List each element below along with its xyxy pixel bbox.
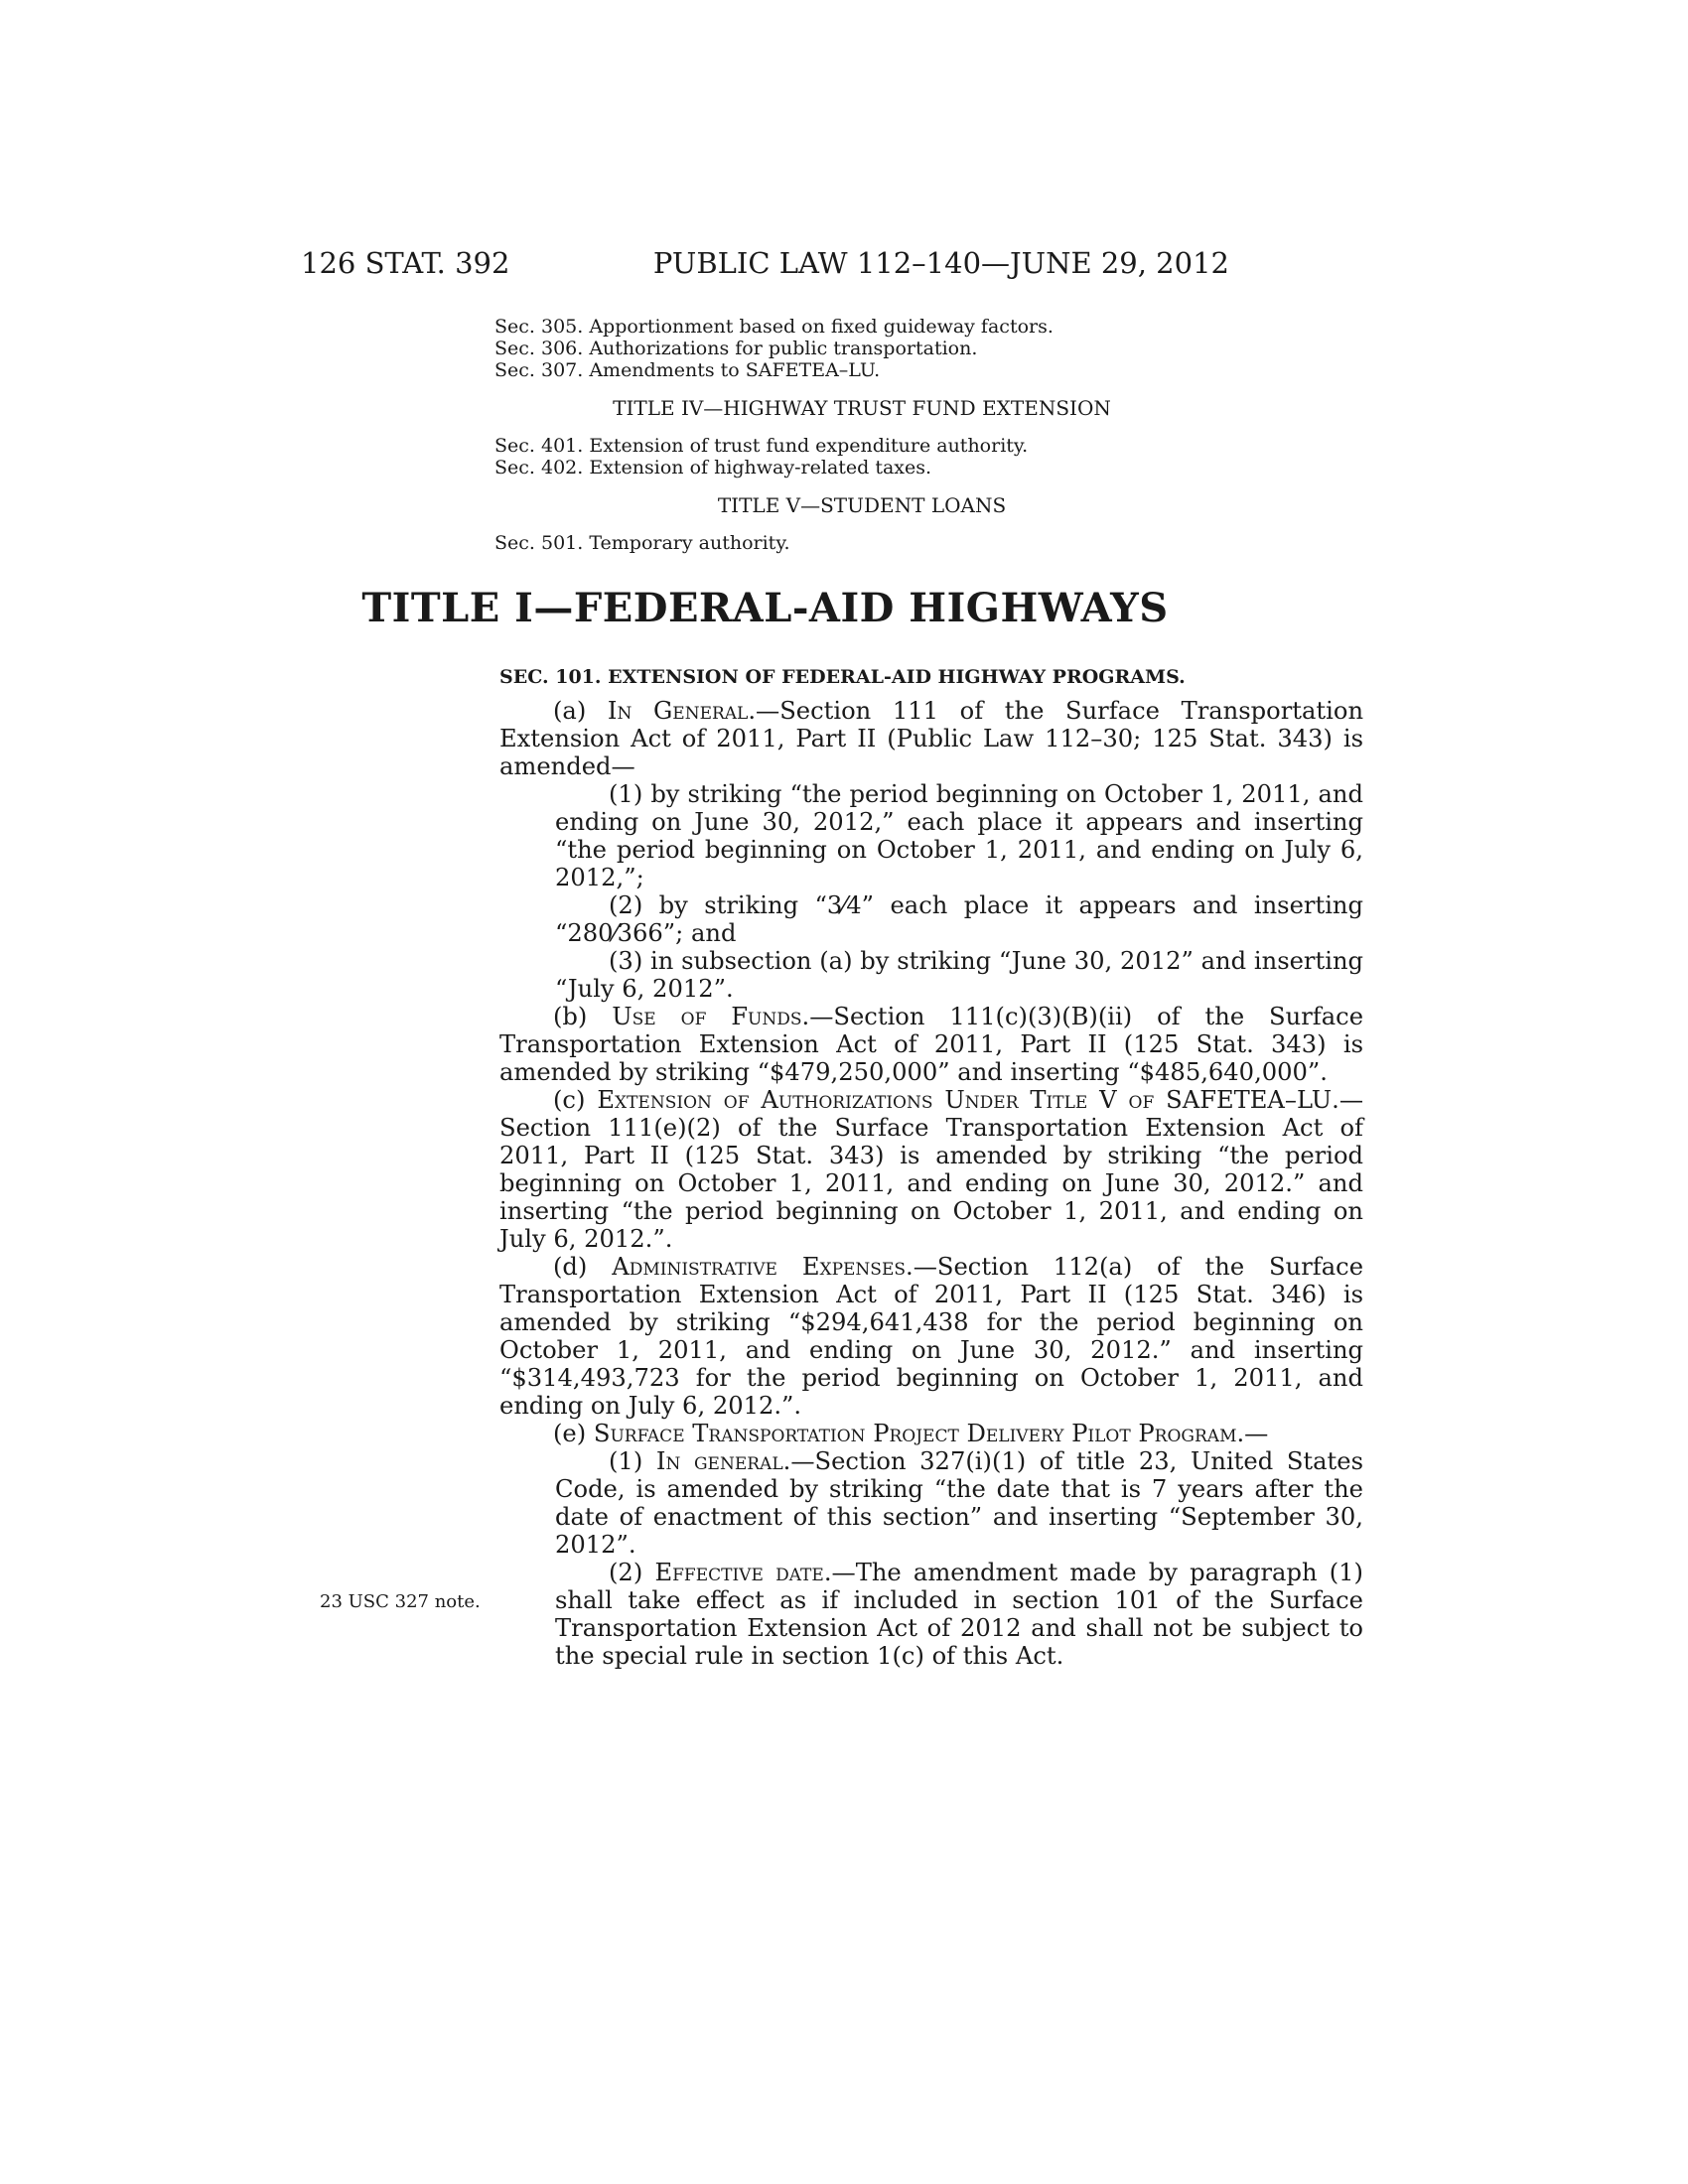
toc-block-title4: [494, 435, 1229, 478]
page-header: [301, 245, 1229, 285]
toc-block-title5: [494, 532, 1229, 554]
subsection-d-heading: Administrative Expenses: [612, 1253, 907, 1281]
toc-entry-sec305: Sec. 305. Apportionment based on fixed guideway factors.: [494, 316, 1054, 338]
toc-entry-sec306: Sec. 306. Authorizations for public transportation.: [494, 338, 978, 359]
paragraph-e1-heading: In general: [655, 1447, 783, 1475]
statute-reference: 126 STAT. 392: [301, 246, 510, 280]
toc-title-iv: TITLE IV—HIGHWAY TRUST FUND EXTENSION: [613, 396, 1111, 420]
subsection-e: (e) Surface Transportation Project Delivery Pilot Program.—: [553, 1420, 1269, 1447]
toc-title-v: TITLE V—STUDENT LOANS: [717, 493, 1007, 517]
paragraph-a2: (2) by striking “3⁄4” each place it appears and inserting “280⁄366”; and: [555, 891, 1363, 947]
toc-entry-sec402: Sec. 402. Extension of highway-related taxes.: [494, 457, 932, 478]
toc-entry-sec401: Sec. 401. Extension of trust fund expenditure authority.: [494, 435, 1029, 457]
paragraph-e1: (1) In general.—Section 327(i)(1) of title 23, United States Code, is amended by striking “the date that is 7 years after the date of enactment of this section” and inserting “September 30, 2012”.: [555, 1447, 1363, 1559]
subsection-c-heading: Extension of Authorizations Under Title V of SAFETEA–LU: [597, 1086, 1333, 1114]
paragraph-e2-heading: Effective date: [654, 1559, 824, 1586]
toc-entry-sec501: Sec. 501. Temporary authority.: [494, 532, 790, 554]
paragraph-a1: (1) by striking “the period beginning on October 1, 2011, and ending on June 30, 2012,” each place it appears and inserting “the period beginning on October 1, 2011, and ending on July 6, 2012,”;: [555, 780, 1363, 891]
toc-entry-sec307: Sec. 307. Amendments to SAFETEA–LU.: [494, 359, 881, 381]
paragraph-a3: (3) in subsection (a) by striking “June 30, 2012” and inserting “July 6, 2012”.: [555, 947, 1363, 1003]
subsection-e-heading: Surface Transportation Project Delivery Pilot Program: [593, 1420, 1237, 1447]
subsection-d: (d) Administrative Expenses.—Section 112(a) of the Surface Transportation Extension Act of 2011, Part II (125 Stat. 346) is amended by striking “$294,641,438 for the period beginning on October 1, 2011, and ending on June 30, 2012.” and inserting “$314,493,723 for the period beginning on October 1, 2011, and ending on July 6, 2012.”.: [499, 1253, 1364, 1420]
toc-block-title3: [494, 316, 1229, 381]
paragraph-e2: (2) Effective date.—The amendment made by paragraph (1) shall take effect as if included in section 101 of the Surface Transportation Extension Act of 2012 and shall not be subject to the special rule in section 1(c) of this Act.: [555, 1559, 1363, 1670]
subsection-b: (b) Use of Funds.—Section 111(c)(3)(B)(ii) of the Surface Transportation Extension Act of 2011, Part II (125 Stat. 343) is amended by striking “$479,250,000” and inserting “$485,640,000”.: [499, 1003, 1364, 1086]
margin-note: 23 USC 327 note.: [320, 1591, 481, 1612]
title-heading: TITLE I—FEDERAL-AID HIGHWAYS: [361, 585, 1169, 631]
subsection-a: (a) In General.—Section 111 of the Surface Transportation Extension Act of 2011, Part II (Public Law 112–30; 125 Stat. 343) is amended—: [499, 697, 1364, 780]
subsection-b-heading: Use of Funds: [612, 1003, 802, 1030]
public-law-title: PUBLIC LAW 112–140—JUNE 29, 2012: [652, 246, 1229, 280]
section-body: [499, 697, 1363, 1670]
section-heading: SEC. 101. EXTENSION OF FEDERAL-AID HIGHWAY PROGRAMS.: [499, 666, 1186, 688]
subsection-a-heading: In General: [607, 697, 749, 725]
subsection-c: (c) Extension of Authorizations Under Title V of SAFETEA–LU.—Section 111(e)(2) of the Surface Transportation Extension Act of 2011, Part II (125 Stat. 343) is amended by striking “the period beginning on October 1, 2011, and ending on June 30, 2012.” and inserting “the period beginning on October 1, 2011, and ending on July 6, 2012.”.: [499, 1086, 1364, 1253]
